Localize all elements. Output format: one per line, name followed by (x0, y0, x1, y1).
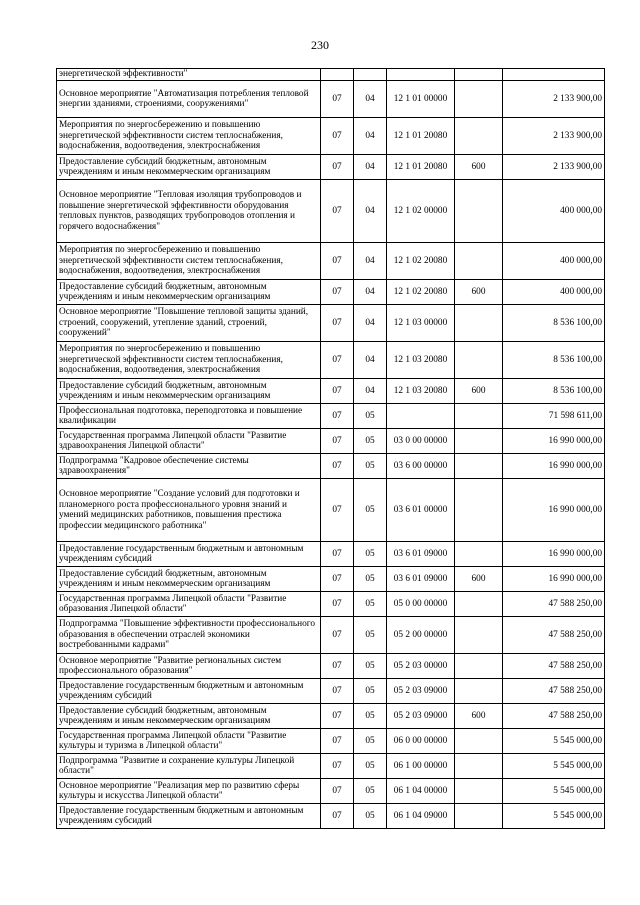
target-article-cell: 12 1 01 20080 (387, 155, 455, 180)
row-name-cell: Подпрограмма "Повышение эффективности профессионального образования в обеспечении отраслей экономики востребованными кадрами" (57, 617, 321, 654)
subsection-cell: 05 (354, 729, 387, 754)
subsection-cell: 04 (354, 243, 387, 280)
expense-type-cell (455, 679, 503, 704)
amount-cell: 5 545 000,00 (503, 729, 605, 754)
subsection-cell: 04 (354, 81, 387, 118)
subsection-cell: 05 (354, 404, 387, 429)
amount-cell: 8 536 100,00 (503, 305, 605, 342)
expense-type-cell (455, 804, 503, 829)
subsection-cell: 05 (354, 804, 387, 829)
subsection-cell: 05 (354, 567, 387, 592)
table-row (57, 704, 605, 729)
table-row (57, 804, 605, 829)
subsection-cell: 05 (354, 779, 387, 804)
chapter-cell: 07 (321, 479, 354, 542)
chapter-cell: 07 (321, 81, 354, 118)
table-row (57, 617, 605, 654)
target-article-cell: 06 0 00 00000 (387, 729, 455, 754)
chapter-cell: 07 (321, 542, 354, 567)
expense-type-cell: 600 (455, 704, 503, 729)
chapter-cell: 07 (321, 118, 354, 155)
amount-cell: 16 990 000,00 (503, 542, 605, 567)
expense-type-cell (455, 754, 503, 779)
table-row (57, 479, 605, 542)
table-row (57, 592, 605, 617)
table-row (57, 342, 605, 379)
amount-cell: 16 990 000,00 (503, 429, 605, 454)
subsection-cell: 04 (354, 280, 387, 305)
target-article-cell: 06 1 00 00000 (387, 754, 455, 779)
chapter-cell: 07 (321, 280, 354, 305)
row-name-cell: Подпрограмма "Развитие и сохранение культуры Липецкой области" (57, 754, 321, 779)
subsection-cell: 04 (354, 379, 387, 404)
table-row (57, 180, 605, 243)
target-article-cell: 05 0 00 00000 (387, 592, 455, 617)
expense-type-cell (455, 342, 503, 379)
target-article-cell: 06 1 04 09000 (387, 804, 455, 829)
target-article-cell: 03 6 01 09000 (387, 542, 455, 567)
target-article-cell: 05 2 00 00000 (387, 617, 455, 654)
amount-cell: 400 000,00 (503, 243, 605, 280)
target-article-cell: 12 1 02 20080 (387, 280, 455, 305)
expense-type-cell (455, 617, 503, 654)
table-row (57, 81, 605, 118)
subsection-cell: 05 (354, 679, 387, 704)
target-article-cell: 05 2 03 00000 (387, 654, 455, 679)
row-name-cell: энергетической эффективности" (57, 69, 321, 81)
amount-cell (503, 69, 605, 81)
chapter-cell: 07 (321, 454, 354, 479)
target-article-cell: 03 6 00 00000 (387, 454, 455, 479)
expense-type-cell (455, 479, 503, 542)
amount-cell: 5 545 000,00 (503, 779, 605, 804)
amount-cell: 47 588 250,00 (503, 654, 605, 679)
amount-cell: 8 536 100,00 (503, 379, 605, 404)
chapter-cell: 07 (321, 804, 354, 829)
amount-cell: 2 133 900,00 (503, 118, 605, 155)
chapter-cell: 07 (321, 404, 354, 429)
subsection-cell: 05 (354, 592, 387, 617)
subsection-cell: 05 (354, 454, 387, 479)
budget-table (56, 68, 605, 829)
subsection-cell: 04 (354, 342, 387, 379)
target-article-cell: 12 1 03 20080 (387, 379, 455, 404)
subsection-cell: 05 (354, 479, 387, 542)
chapter-cell: 07 (321, 429, 354, 454)
table-row (57, 567, 605, 592)
subsection-cell: 05 (354, 754, 387, 779)
amount-cell: 16 990 000,00 (503, 454, 605, 479)
table-row (57, 679, 605, 704)
expense-type-cell (455, 779, 503, 804)
amount-cell: 16 990 000,00 (503, 567, 605, 592)
amount-cell: 47 588 250,00 (503, 592, 605, 617)
table-row (57, 429, 605, 454)
table-row (57, 305, 605, 342)
target-article-cell: 12 1 02 00000 (387, 180, 455, 243)
expense-type-cell (455, 542, 503, 567)
expense-type-cell: 600 (455, 567, 503, 592)
expense-type-cell (455, 81, 503, 118)
chapter-cell: 07 (321, 180, 354, 243)
row-name-cell: Профессиональная подготовка, переподготовка и повышение квалификации (57, 404, 321, 429)
amount-cell: 2 133 900,00 (503, 155, 605, 180)
expense-type-cell (455, 729, 503, 754)
row-name-cell: Государственная программа Липецкой области "Развитие образования Липецкой области" (57, 592, 321, 617)
chapter-cell: 07 (321, 592, 354, 617)
row-name-cell: Предоставление субсидий бюджетным, автономным учреждениям и иным некоммерческим организациям (57, 379, 321, 404)
table-row (57, 729, 605, 754)
expense-type-cell: 600 (455, 155, 503, 180)
target-article-cell: 12 1 01 00000 (387, 81, 455, 118)
subsection-cell: 04 (354, 180, 387, 243)
target-article-cell: 03 6 01 09000 (387, 567, 455, 592)
target-article-cell: 03 6 01 00000 (387, 479, 455, 542)
chapter-cell: 07 (321, 155, 354, 180)
table-row (57, 69, 605, 81)
expense-type-cell (455, 243, 503, 280)
target-article-cell: 12 1 02 20080 (387, 243, 455, 280)
expense-type-cell (455, 69, 503, 81)
row-name-cell: Предоставление государственным бюджетным и автономным учреждениям субсидий (57, 804, 321, 829)
chapter-cell: 07 (321, 654, 354, 679)
target-article-cell: 05 2 03 09000 (387, 704, 455, 729)
subsection-cell: 05 (354, 617, 387, 654)
row-name-cell: Основное мероприятие "Повышение тепловой защиты зданий, строений, сооружений, утепление зданий, строений, сооружений" (57, 305, 321, 342)
target-article-cell: 12 1 03 20080 (387, 342, 455, 379)
row-name-cell: Государственная программа Липецкой области "Развитие здравоохранения Липецкой области" (57, 429, 321, 454)
expense-type-cell (455, 305, 503, 342)
target-article-cell (387, 69, 455, 81)
subsection-cell: 04 (354, 118, 387, 155)
table-row (57, 379, 605, 404)
table-row (57, 454, 605, 479)
row-name-cell: Предоставление государственным бюджетным и автономным учреждениям субсидий (57, 542, 321, 567)
subsection-cell: 05 (354, 542, 387, 567)
amount-cell: 47 588 250,00 (503, 704, 605, 729)
row-name-cell: Основное мероприятие "Развитие региональных систем профессионального образования" (57, 654, 321, 679)
subsection-cell: 05 (354, 704, 387, 729)
expense-type-cell (455, 654, 503, 679)
row-name-cell: Подпрограмма "Кадровое обеспечение системы здравоохранения" (57, 454, 321, 479)
row-name-cell: Мероприятия по энергосбережению и повышению энергетической эффективности систем теплоснабжения, водоснабжения, водоотведения, электроснабжения (57, 243, 321, 280)
table-row (57, 542, 605, 567)
target-article-cell: 05 2 03 09000 (387, 679, 455, 704)
row-name-cell: Предоставление государственным бюджетным и автономным учреждениям субсидий (57, 679, 321, 704)
table-row (57, 779, 605, 804)
table-row (57, 280, 605, 305)
row-name-cell: Мероприятия по энергосбережению и повышению энергетической эффективности систем теплоснабжения, водоснабжения, водоотведения, электроснабжения (57, 342, 321, 379)
table-row (57, 118, 605, 155)
row-name-cell: Государственная программа Липецкой области "Развитие культуры и туризма в Липецкой области" (57, 729, 321, 754)
chapter-cell: 07 (321, 617, 354, 654)
expense-type-cell: 600 (455, 379, 503, 404)
subsection-cell: 05 (354, 654, 387, 679)
target-article-cell: 06 1 04 00000 (387, 779, 455, 804)
target-article-cell: 12 1 03 00000 (387, 305, 455, 342)
amount-cell: 5 545 000,00 (503, 804, 605, 829)
target-article-cell: 03 0 00 00000 (387, 429, 455, 454)
chapter-cell: 07 (321, 729, 354, 754)
row-name-cell: Предоставление субсидий бюджетным, автономным учреждениям и иным некоммерческим организациям (57, 280, 321, 305)
subsection-cell: 04 (354, 155, 387, 180)
expense-type-cell (455, 592, 503, 617)
chapter-cell: 07 (321, 754, 354, 779)
row-name-cell: Основное мероприятие "Тепловая изоляция трубопроводов и повышение энергетической эффективности оборудования тепловых пунктов, разводящих трубопроводов отопления и горячего водоснабжения" (57, 180, 321, 243)
expense-type-cell (455, 454, 503, 479)
table-row (57, 155, 605, 180)
amount-cell: 400 000,00 (503, 280, 605, 305)
row-name-cell: Предоставление субсидий бюджетным, автономным учреждениям и иным некоммерческим организациям (57, 567, 321, 592)
row-name-cell: Основное мероприятие "Автоматизация потребления тепловой энергии зданиями, строениями, сооружениями" (57, 81, 321, 118)
amount-cell: 47 588 250,00 (503, 617, 605, 654)
row-name-cell: Основное мероприятие "Реализация мер по развитию сферы культуры и искусства Липецкой области" (57, 779, 321, 804)
expense-type-cell (455, 404, 503, 429)
table-row (57, 654, 605, 679)
table-row (57, 404, 605, 429)
subsection-cell (354, 69, 387, 81)
chapter-cell: 07 (321, 243, 354, 280)
chapter-cell: 07 (321, 704, 354, 729)
page-number: 230 (311, 38, 329, 52)
chapter-cell: 07 (321, 342, 354, 379)
chapter-cell: 07 (321, 567, 354, 592)
expense-type-cell (455, 180, 503, 243)
row-name-cell: Основное мероприятие "Создание условий для подготовки и планомерного роста профессионального уровня знаний и умений медицинских работников, повышения престижа профессии медицинского работника" (57, 479, 321, 542)
chapter-cell (321, 69, 354, 81)
amount-cell: 47 588 250,00 (503, 679, 605, 704)
expense-type-cell: 600 (455, 280, 503, 305)
subsection-cell: 05 (354, 429, 387, 454)
table-row (57, 243, 605, 280)
amount-cell: 400 000,00 (503, 180, 605, 243)
chapter-cell: 07 (321, 679, 354, 704)
chapter-cell: 07 (321, 305, 354, 342)
row-name-cell: Мероприятия по энергосбережению и повышению энергетической эффективности систем теплоснабжения, водоснабжения, водоотведения, электроснабжения (57, 118, 321, 155)
subsection-cell: 04 (354, 305, 387, 342)
target-article-cell: 12 1 01 20080 (387, 118, 455, 155)
target-article-cell (387, 404, 455, 429)
amount-cell: 5 545 000,00 (503, 754, 605, 779)
amount-cell: 8 536 100,00 (503, 342, 605, 379)
chapter-cell: 07 (321, 379, 354, 404)
expense-type-cell (455, 118, 503, 155)
amount-cell: 71 598 611,00 (503, 404, 605, 429)
chapter-cell: 07 (321, 779, 354, 804)
table-row (57, 754, 605, 779)
row-name-cell: Предоставление субсидий бюджетным, автономным учреждениям и иным некоммерческим организациям (57, 155, 321, 180)
row-name-cell: Предоставление субсидий бюджетным, автономным учреждениям и иным некоммерческим организациям (57, 704, 321, 729)
expense-type-cell (455, 429, 503, 454)
amount-cell: 2 133 900,00 (503, 81, 605, 118)
amount-cell: 16 990 000,00 (503, 479, 605, 542)
